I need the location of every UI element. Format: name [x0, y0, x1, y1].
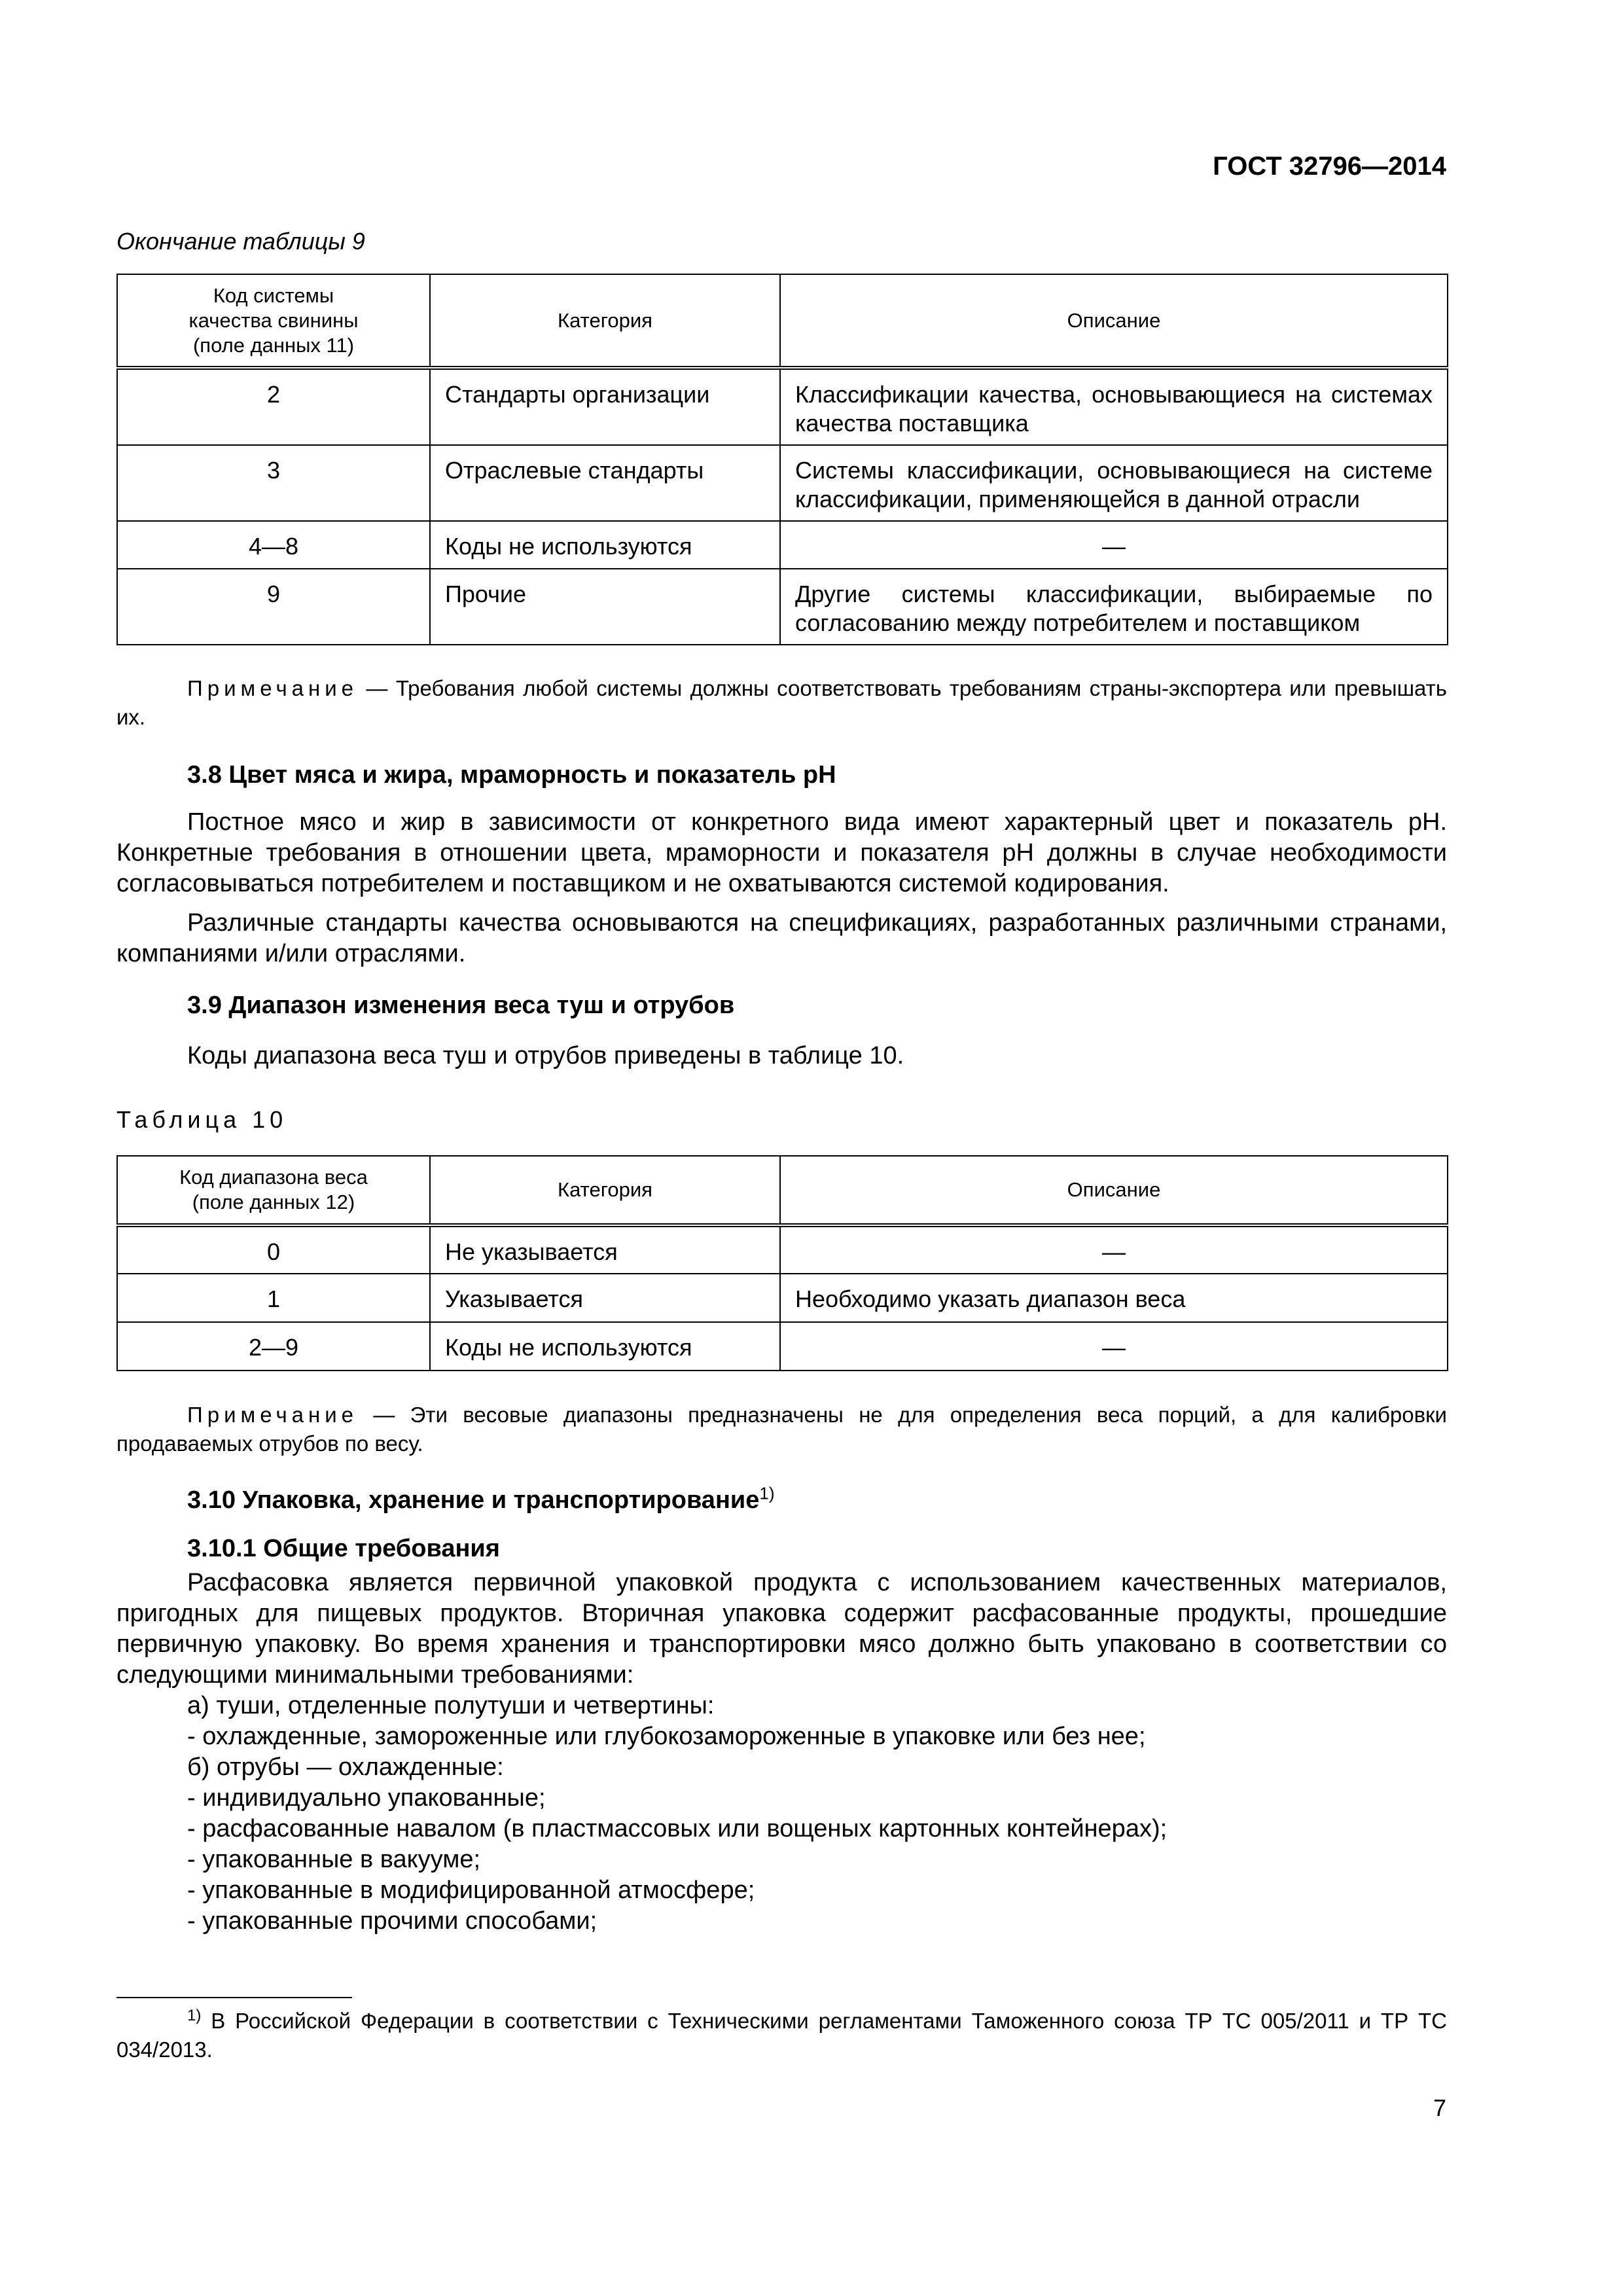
- table-row: [117, 1322, 1448, 1371]
- table9-row-category: Коды не используются: [430, 521, 780, 569]
- table-row: [117, 569, 1448, 645]
- table-10: [116, 1155, 1448, 1371]
- footnote-divider: [116, 1997, 352, 1998]
- list-item: - расфасованные навалом (в пластмассовых или вощеных картонных контейнерах);: [187, 1815, 1168, 1842]
- table9-row-description: —: [780, 521, 1448, 569]
- note-label: Примечание: [187, 676, 359, 700]
- table-row: [117, 1225, 1448, 1274]
- table10-caption: Таблица 10: [116, 1106, 288, 1133]
- list-item: - упакованные в модифицированной атмосфере;: [187, 1876, 755, 1904]
- table9-row-code: 4—8: [117, 521, 430, 569]
- table9-row-code: 9: [117, 569, 430, 645]
- list-item: а) туши, отделенные полутуши и четвертины:: [187, 1692, 715, 1719]
- table9-row-category: Прочие: [430, 569, 780, 645]
- table10-col-category: Категория: [430, 1156, 780, 1225]
- footnote-reference: 1): [759, 1483, 775, 1503]
- page-number: 7: [1433, 2094, 1446, 2121]
- table10-row-description: —: [780, 1322, 1448, 1371]
- table10-row-description: Необходимо указать диапазон веса: [780, 1274, 1448, 1322]
- table-9: [116, 274, 1448, 645]
- footnote-mark: 1): [187, 2007, 202, 2024]
- table9-row-description: Системы классификации, основывающиеся на системе классификации, применяющейся в данной отрасли: [780, 445, 1448, 521]
- section-3-8-paragraph-2: Различные стандарты качества основываются на спецификациях, разработанных различными странами, компаниями и/или отраслями.: [116, 909, 1447, 967]
- table10-col-description: Описание: [780, 1156, 1448, 1225]
- list-item: - охлажденные, замороженные или глубокозамороженные в упаковке или без нее;: [187, 1723, 1146, 1750]
- list-item: - упакованные в вакууме;: [187, 1846, 481, 1873]
- table9-col-code: Код системы качества свинины (поле данных 11): [117, 274, 430, 368]
- table10-row-code: 0: [117, 1225, 430, 1274]
- table9-row-category: Стандарты организации: [430, 368, 780, 445]
- table9-row-code: 3: [117, 445, 430, 521]
- table9-col-description: Описание: [780, 274, 1448, 368]
- table-row: [117, 1274, 1448, 1322]
- note-text: — Эти весовые диапазоны предназначены не для определения веса порций, а для калибровки продаваемых отрубов по весу.: [116, 1403, 1447, 1456]
- table9-row-description: Классификации качества, основывающиеся на системах качества поставщика: [780, 368, 1448, 445]
- section-3-9-heading: 3.9 Диапазон изменения веса туш и отрубов: [187, 992, 735, 1019]
- table-row: [117, 368, 1448, 445]
- table-row: [117, 521, 1448, 569]
- table-row: [117, 445, 1448, 521]
- table10-col-code: Код диапазона веса (поле данных 12): [117, 1156, 430, 1225]
- table10-row-description: —: [780, 1225, 1448, 1274]
- table10-row-category: Указывается: [430, 1274, 780, 1322]
- section-3-8-heading: 3.8 Цвет мяса и жира, мраморность и показатель рН: [187, 761, 836, 789]
- table9-row-category: Отраслевые стандарты: [430, 445, 780, 521]
- note-label: Примечание: [187, 1403, 359, 1427]
- standard-code: ГОСТ 32796—2014: [1213, 152, 1446, 181]
- section-3-9-paragraph: Коды диапазона веса туш и отрубов приведены в таблице 10.: [187, 1042, 904, 1069]
- section-3-10-1-heading: 3.10.1 Общие требования: [187, 1535, 500, 1562]
- table10-row-category: Не указывается: [430, 1225, 780, 1274]
- note-text: — Требования любой системы должны соответствовать требованиям страны-экспортера или превышать их.: [116, 676, 1447, 729]
- table10-row-code: 1: [117, 1274, 430, 1322]
- list-item: - упакованные прочими способами;: [187, 1907, 597, 1935]
- table10-row-category: Коды не используются: [430, 1322, 780, 1371]
- list-item: - индивидуально упакованные;: [187, 1784, 546, 1812]
- section-3-10-1-paragraph: Расфасовка является первичной упаковкой продукта с использованием качественных материалов, пригодных для пищевых продуктов. Вторичная упаковка содержит расфасованные продукты, прошедшие первичную упаковку. Во время хранения и транспортировки мясо должно быть упаковано в соответствии со следующими минимальными требованиями:: [116, 1569, 1447, 1689]
- footnote: [116, 2007, 1447, 2064]
- list-item: б) отрубы — охлажденные:: [187, 1753, 504, 1781]
- table10-row-code: 2—9: [117, 1322, 430, 1371]
- section-3-8-paragraph-1: Постное мясо и жир в зависимости от конкретного вида имеют характерный цвет и показатель рН. Конкретные требования в отношении цвета, мраморности и показателя рН должны в случае необходимости согласовываться потребителем и поставщиком и не охватываются системой кодирования.: [116, 808, 1447, 897]
- table9-row-code: 2: [117, 368, 430, 445]
- table10-note: [116, 1401, 1447, 1458]
- table9-caption: Окончание таблицы 9: [116, 228, 365, 255]
- table9-row-description: Другие системы классификации, выбираемые по согласованию между потребителем и поставщиком: [780, 569, 1448, 645]
- table9-col-category: Категория: [430, 274, 780, 368]
- footnote-text: В Российской Федерации в соответствии с Техническими регламентами Таможенного союза ТР ТС 005/2011 и ТР ТС 034/2013.: [116, 2009, 1447, 2062]
- table9-note: [116, 674, 1447, 732]
- section-3-10-heading: 3.10 Упаковка, хранение и транспортирование$^{1)}$: [187, 1483, 775, 1514]
